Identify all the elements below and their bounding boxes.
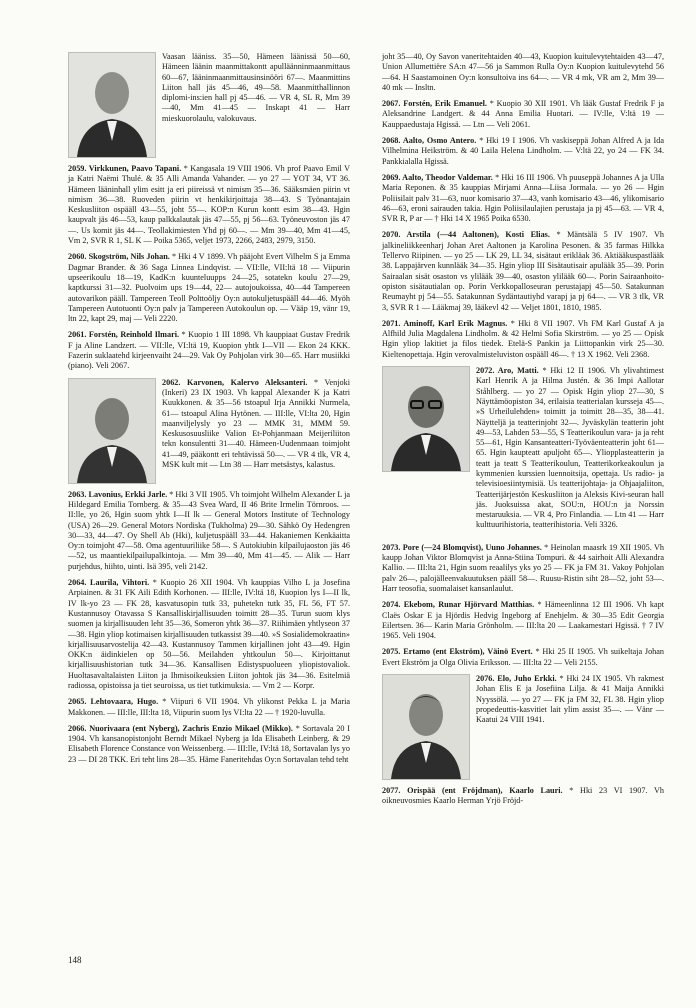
- portrait-photo: [68, 52, 156, 158]
- entry-2075: [382, 647, 664, 668]
- entry-2072: [476, 366, 664, 531]
- entry-body: * Viipuri 6 VII 1904. Vh ylikonst Pekka L ja Maria Makkonen. — III:lle, III:lta 18, Viipurin suom lys VI:lta 22 — † 1920-luvulla.: [68, 697, 351, 717]
- right-column: [382, 52, 664, 813]
- portrait-photo: [68, 378, 156, 484]
- entry-heading: 2067. Forstén, Erik Emanuel.: [382, 99, 487, 109]
- entry-heading: 2075. Ertamo (ent Ekström), Väinö Evert.: [382, 647, 533, 657]
- portrait-photo-figure: [383, 367, 469, 471]
- entry-body: * Hki 4 V 1899. Vh pääjoht Evert Vilhelm S ja Emma Dagmar Brander. & 36 Saga Linnea Lindqvist. — VII:lle, VII:ltä 18 — Viipurin upseerikoulu 18—19, KadK:n kuunteluupps 24—25, sotatekn koulu 27—29, kaptkurssi 31—32. Puolvoim ups 19—44, 22— autojoukoissa, 40—44 Tampereen autovarikon pääll. Tampereen Teoll Polttoöljy Oy:n autokuljetuspääll 44—46. Myöh Tampereen Autotuonti Oy:n palv ja Tampereen Autokoulun op. — Vääp 19, vänr 19, ltn 22, kapt 29, maj — Veli 2220.: [68, 252, 351, 324]
- entry-body: * Kuopio 1 III 1898. Vh kauppiaat Gustav Fredrik F ja Aline Landzert. — VII:lle, VI:ltä 19, Kuopion yhtk I—VII — Ekon 24 KKK. Fazerin suklaatehd kirjeenvaiht 24—29. Vak Oy Pohjolan virk 30—65. Harr musiikki (piano). Veli 2067.: [68, 330, 350, 371]
- entry-heading: 2066. Nuorivaara (ent Nyberg), Zachris Enzio Mikael (Mikko).: [68, 723, 293, 733]
- entry-2061: [68, 330, 350, 371]
- entry-heading: 2064. Laurila, Vihtori.: [68, 578, 150, 588]
- portrait-photo: [382, 366, 470, 472]
- entry-body: * Hki 25 II 1905. Vh suikeltaja Johan Evert Ekström ja Olga Olivia Eriksson. — III:lta 22 — Veli 2155.: [382, 647, 664, 667]
- entry-2069: [382, 173, 664, 224]
- entry-body: * Kangasala 19 VIII 1906. Vh prof Paavo Emil V ja Katri Naëmi Thulé. & 35 Alli Amanda Vahander. — yo 27 — YOT 34, VT 36. Hämeen lääninhall ylim esitt ja eri piireissä vt nimism 35—36. Sääksmäen piirin vt nimism 36—38. Ruoveden piirin vt henkikirjoittaja 38—43. S Työnantajain Keskusliiton ospääll 43—55, joht 55—. KOP:n Kurun kontt esim 38—43. Hgin kaupvalt jäs 46—53, kaup palkkalautak jäs 47—55, pj 56—63. Työneuvoston jäs 47—. Us komit jäs 44—. Teollakimiesten Yhd pj 60—. — Mm 39—40, Mm 41—45, Vm 2, SVR R 1, SL K — Poika 5365, veljet 1973, 2266, 2483, 2979, 3150.: [68, 164, 351, 246]
- entry-2076: [476, 674, 664, 774]
- entry-2073: [382, 543, 664, 594]
- entry-heading: 2062. Karvonen, Kalervo Aleksanteri.: [162, 377, 308, 387]
- entry-heading: 2073. Pore (—24 Blomqvist), Uuno Johannes.: [382, 542, 542, 552]
- entry-2074: [382, 600, 664, 641]
- portrait-photo-figure: [69, 379, 155, 483]
- entry-heading: 2068. Aalto, Osmo Antero.: [382, 136, 477, 146]
- entry-2065: [68, 697, 350, 718]
- entry-block-2072: [382, 366, 664, 537]
- entry-body: * Hki 19 I 1906. Vh vaskiseppä Johan Alfred A ja Ida Vilhelmina Heikström. & 40 Laila Helena Lindholm. — V:ltä 22, yo 24 — FK 34. Pankkialalla Hgissä.: [382, 136, 664, 166]
- entry-block-2062: [68, 378, 350, 484]
- portrait-photo-figure: [383, 675, 469, 779]
- entry-heading: 2065. Lehtovaara, Hugo.: [68, 697, 159, 707]
- entry-body: * Kuopio 30 XII 1901. Vh lääk Gustaf Fredrik F ja Aleksandrine Landgert. & 44 Anna Emilia Huotari. — IV:lle, V:ltä 19 — Kauppaedustaja Hgissä. — Ltn — Veli 2061.: [382, 99, 664, 129]
- entry-2063: [68, 490, 350, 572]
- entry-body: * Venjoki (Inkeri) 23 IX 1903. Vh kappal Alexander K ja Katri Kuukkonen. & 35—56 tstoapul Irja Annikki Nurmela, 61— tstoapul Alina Hytönen. — III:lle, VI:lta 20, Hgin maanviljelysly yo 23 — MMK 31, MMM 59. Keskusosuusliike Valion Et-Pohjanmaan Meijeriliiton tekn konsulentti 31—40. Hämeen-Uudenmaan toimjoht 41—49, pääkontt eri tehtävissä 50—. — VR 4 tlk, VR 4, MSK kult mit — Ltn 38 — Harr metsästys, kalastus.: [162, 377, 350, 470]
- entry-heading: 2077. Orispää (ent Fröjdman), Kaarlo Lauri.: [382, 786, 563, 796]
- page-number: 148: [68, 955, 82, 965]
- entry-body: * Hämeenlinna 12 III 1906. Vh kapt Claës Oskar E ja Hjördis Hedvig Ingeborg af Enehjelm. & 30—35 Edit Georgia Eilertsen. 36— Karin Maria Grönholm. — III:lta 20 — Laakamestari Hgissä. † 7 IV 1965. Veli 1904.: [382, 600, 664, 641]
- entry-heading: 2063. Lavonius, Erkki Jarle.: [68, 489, 168, 499]
- entry-continued-text: joht 35—40, Oy Savon vaneritehtaiden 40—43, Kuopion kuitulevytehtaiden 43—47, Union Allumettiëre SA:n 47—56 ja Sammon Rulla Oy:n Kuopion kuitulevytehd 56—64. H Saastamoinen Oy:n konsultoiva ins 64—. — VR 4 mk, VR am 2, Mm 39—40 mk — Insltn.: [382, 52, 664, 92]
- entry-heading: 2072. Aro, Matti.: [476, 366, 539, 376]
- entry-2060: [68, 252, 350, 324]
- entry-heading: 2070. Arstila (—44 Aaltonen), Kosti Elias.: [382, 230, 550, 240]
- entry-body: * Hki 12 II 1906. Vh ylivahtimest Karl Henrik A ja Hilma Justén. & 36 Impi Aallotar Ståhlberg. — yo 27 — Opisk Hgin yliop 27—30, S Näyttämöopiston 34, erilaisia teatterialan kursseja 45—. »S Urheilulehden» toimitt ja toimitt 28—35, 38—41. Näytteljä ja teatterinjoht 32—. Jyväskylän teatterin joht 49—53, Lahden 53—55, S Teatterikoulun vara- ja ja reht 55—61, Hgin Kansanteatteri-Työväenteatterin joht 61—65. Hgin kaupteatt apuljoht 65—. Yliopplasteatterin ja teatt ja teatt S Teatterikoulun, Teatterikorkeakoulun ja kymmenien kurssien luennoitsija, opettaja. Us radio- ja televisioesiintymisiä. Us teatterijohtaja- ja Ohjaajaliiton, Teatterijärjestön Keskusliiton ja Aleksis Kivi-seuran hall jäs. Juoksuissa akat, SOU:n, HOU:n ja Norssin mestaruuksia. — VR 4, Pro Finlandia. — Ltn 41 — Harr kulttuurihistoria, teatterihistoria. Veli 3326.: [476, 366, 664, 530]
- entry-2067: [382, 99, 664, 130]
- entry-body: * Hki 3 VII 1905. Vh toimjoht Wilhelm Alexander L ja Hildegard Emilia Tornberg. & 35—43 Svea Ward, II 46 Brite Irmelin Törnroos. — II:lle, yo 26, Hgin suom yhtk I—II lk — General Motors Institute of Technology (USA) 26—29. General Motors Nordiska (Tukholma) 29—30. Sähkö Oy Hedengren 30—33, 44—47. Oy Shell Ab (Hki), kuljetuspääll 33—44. Hakaniemen Kenkäaitta Oy:n toimjoht 47—58. Oma agentuuriliike 58—. S Autokiubin kilpailujaoston jäs 46—52, us maantiekilpailupalkintoja. — Mm 39—40, Mm 41—45. — Alik — Harr purjehdus, hiihto, uinti. Isä 395, veli 2142.: [68, 489, 350, 571]
- entry-2066: [68, 724, 350, 765]
- entry-body: * Hki 16 III 1906. Vh puuseppä Johannes A ja Ulla Maria Reponen. & 35 kauppias Mirjami Anna—Liisa Jormala. — yo 26 — Hgin Poliisilait palv 31—63, nuor komisario 37—43, vanh komisario 43—46, ylikomisario 46—63, eroni sairauden takia. Hgin Poliisilaulajien perustaja ja pj 45—63. — VR 4, SVR R, P ar — † Hki 14 X 1965 Poika 6530.: [382, 172, 665, 224]
- portrait-photo: [382, 674, 470, 780]
- entry-heading: 2059. Virkkunen, Paavo Tapani.: [68, 164, 182, 173]
- entry-2077: [382, 786, 664, 807]
- entry-heading: 2076. Elo, Juho Erkki.: [476, 674, 557, 684]
- entry-heading: 2061. Forstén, Reinhold Ilmari.: [68, 330, 180, 340]
- portrait-photo-figure: [69, 53, 155, 157]
- entry-2062: [162, 378, 350, 478]
- entry-body: * Mäntsälä 5 IV 1907. Vh jalkineliikkeenharj Johan Aret Aaltonen ja Karolina Pesonen. & 35 farmas Hilkka Tellervo Riipinen. — yo 25 — LK 29, LL 34, sisätaut erikläak 36. Aktiääkuspastlääk 38. Lappajärven kunnlääk 34—35. Hgin yliop III Sisätautisair apulääk 35—39. Porin Sairaalan sisät osaston vs ylilääk 39—40, osaston ylilääk 60—. Porin Sairaanhoito-opiston sisätautialan op. Porin Verkkopalloseuran perustajapj 45—50. Satakunnan Reumayht pj 54—55. Satakunnan Sydäntautiyhd varapj ja pj 64—. — VR 3 tlk, VR 3, SVR R 1 — Lääkmaj 39, lääkevl 42 — Veljet 1801, 1810, 1985.: [382, 230, 665, 312]
- entry-body: * Kuopio 26 XII 1904. Vh kauppias Vilho L ja Josefina Arpiainen. & 31 FK Aili Edith Korhonen. — III:lle, IV:ltä 18, Kuopion lys I—II lk, IV lk-yo 23 — FK 28, kasvatusopin tutk 33, puhetekn tutk 35, FL 56, FT 57. Kustannusoy Otavassa S Kansalliskirjallisuuden toimitt 28—35. Turun suom klys suomen ja kirjallisuuden leht 35—36, Someron yhtk 36—37. Riihimäen yhtlyseon 37—38. Hgin yliop kotimaisen kirjallisuuden tutkassist 39—40. »S Sosialidemokraatin» kirjallisuusarvostelija 42—43. Kustannusoy Tammen kirjallinen joht 43—49. Hgin OKK:n äidinkielen op 50—56. Meilahden yhtkoulun 50—. Kirjoittanut kirjallisuushistorian tutk 34—36. Kansallisen Edistyspuolueen yliopistovaliok. Huoltasavaltalaisten Liiton ja Ihmisoikeuksien Liiton johtok jäs 34—36. Esitelmiä radiossa, opistoissa ja tiet seuroissa, us tiet tutkimuksia. — Vm 2 — Korpr.: [68, 578, 350, 690]
- entry-body: * Sortavala 20 I 1904. Vh kansanopistonjoht Berndt Mikael Nyberg ja Ida Elisabeth Leinberg. & 29 Elisabeth Florence Constance von Weissenberg. — III:lle, IV:ltä 18, Sortavalan lys yo 23 — DI 28 TKK. Eri teht lins 28—35. Häme Faneritehdas Oy:n Sortavalan tehd teht: [68, 723, 350, 764]
- entry-2071: [382, 319, 664, 360]
- entry-2070: [382, 230, 664, 312]
- entry-body: * Heinolan maasrk 19 XII 1905. Vh kaupp Johan Viktor Blomqvist ja Anna-Stiina Tompuri. & 44 sairhoit Alli Alexandra Kallio. — III:lta 21, Hgin suom reaalilys yks yo 25 — FK ja FM 31. Vakoy Pohjolan palv 26—, palojälleenvakuutuksen pääll 58—. Ruusu-Ristin siht 28—52, joht 53—. Harr teosofia, suomalaiset kansanlaulut.: [382, 542, 664, 593]
- entry-2064: [68, 578, 350, 691]
- entry-block-2076: [382, 674, 664, 780]
- entry-heading: 2071. Aminoff, Karl Erik Magnus.: [382, 318, 508, 328]
- entry-heading: 2069. Aalto, Theodor Valdemar.: [382, 172, 493, 182]
- entry-2068: [382, 136, 664, 167]
- entry-heading: 2060. Skogström, Nils Johan.: [68, 252, 170, 262]
- entry-block-intro-left: [68, 52, 350, 158]
- entry-body: * Hki 24 IX 1905. Vh rakmest Johan Elis E ja Josefiina Lilja. & 41 Maija Annikki Nyyssölä. — yo 27 — FK ja FM 32, FL 38. Hgin yliop propedeuttis-kasvitiet lait ylim assist 35—. — Vänr — Kaatui 24 VIII 1941.: [476, 674, 665, 725]
- entry-body: * Hki 8 VII 1907. Vh FM Karl Gustaf A ja Alfhild Julia Magdalena Lindholm. & 42 Helmi Sofia Skirström. — yo 25 — Opisk Hgin yliop lakitiet ja filos tiedek. Etelä-S Pankin ja Liittopankin virk 25—30. Kieltenopettaja. Hgin verovalmisteluviston ospääll 46—. † 13 X 1962. Veli 2368.: [382, 318, 665, 359]
- entry-2059: [68, 164, 350, 246]
- entry-continued-text: Vaasan lääniss. 35—50, Hämeen läänissä 50—60, Hämeen läänin maanmittakontt apulläänninmaanmittaus 60—67, lääninmaanmittausinsinööri 67—. Maanmittins Liiton hall jäs 45—46, 49—58. Maanmitthallinnon diplomi-ins:ien hall pj 45—46. — VR 4, SL R, Mm 39—40, Mm 41—45 — Inskapt 41 — Harr mieskuorolaulu, valokuvaus.: [162, 52, 350, 123]
- entry-body: * Hki 23 VI 1907. Vh oikneuvosmies Kaarlo Herman Yrjö Fröjd-: [382, 786, 665, 806]
- entry-heading: 2074. Ekebom, Runar Hjörvard Matthias.: [382, 600, 535, 610]
- left-column: [68, 52, 350, 771]
